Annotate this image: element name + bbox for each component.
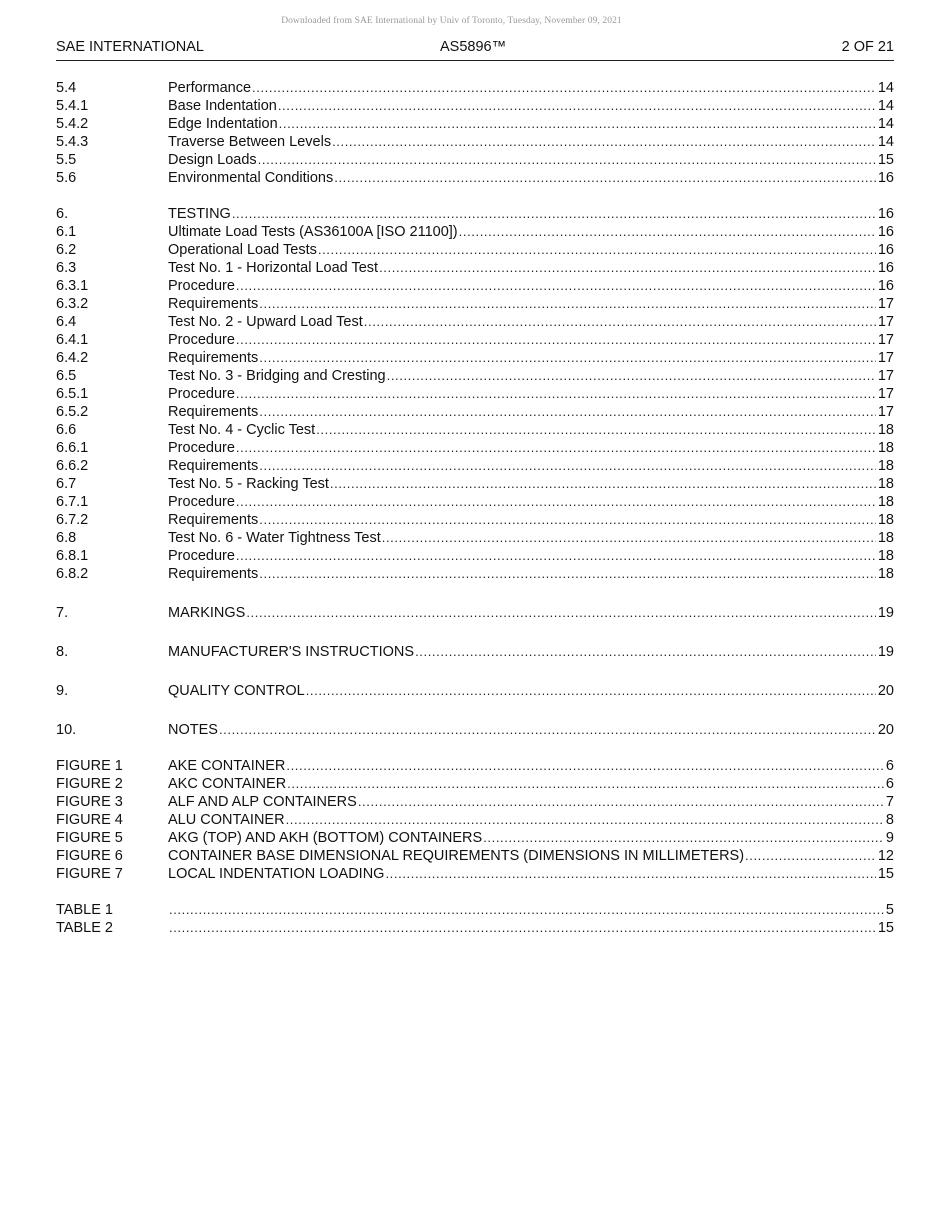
toc-entry-page: 16 [877,242,894,258]
toc-entry[interactable] [56,403,894,421]
toc-entry[interactable] [56,277,894,295]
toc-entry-number: 6.6.1 [56,440,89,456]
toc-entry-page: 15 [877,152,894,168]
toc-entry-line [168,169,894,187]
toc-entry-line [168,493,894,511]
toc-entry[interactable] [56,865,894,883]
toc-entry-page: 18 [877,566,894,582]
toc-entry-line [168,565,894,583]
toc-entry-line [168,829,894,847]
toc-entry[interactable] [56,205,894,223]
toc-entry[interactable] [56,529,894,547]
dot-leader [258,151,876,169]
toc-entry-title: TESTING [168,206,231,222]
dot-leader [236,385,876,403]
dot-leader [252,79,876,97]
toc-entry-line [168,385,894,403]
toc-entry-number: 6.4 [56,314,77,330]
toc-entry-page: 17 [877,368,894,384]
toc-entry-title: Design Loads [168,152,257,168]
toc-entry-line [168,403,894,421]
dot-leader [279,115,876,133]
toc-entry-page: 7 [885,794,894,810]
toc-entry[interactable] [56,604,894,622]
toc-entry-title: Test No. 6 - Water Tightness Test [168,530,381,546]
toc-entry[interactable] [56,847,894,865]
toc-entry-line [168,295,894,313]
dot-leader [330,475,876,493]
toc-entry-page: 17 [877,314,894,330]
dot-leader [286,757,884,775]
toc-entry[interactable] [56,259,894,277]
toc-entry[interactable] [56,367,894,385]
toc-entry-line [168,793,894,811]
toc-entry-page: 17 [877,404,894,420]
toc-entry[interactable] [56,475,894,493]
toc-entry-title: Test No. 4 - Cyclic Test [168,422,316,438]
toc-entry[interactable] [56,919,894,937]
dot-leader [415,643,876,661]
toc-entry-number: 6.7 [56,476,77,492]
toc-entry-page: 18 [877,494,894,510]
toc-entry-title: Procedure [168,494,235,510]
toc-entry-page: 20 [877,683,894,699]
toc-entry-line [168,277,894,295]
dot-leader [259,457,876,475]
toc-entry-line [168,457,894,475]
toc-entry-title: MANUFACTURER'S INSTRUCTIONS [168,644,415,660]
dot-leader [236,439,876,457]
toc-entry-number: 6.2 [56,242,77,258]
toc-entry-title: Ultimate Load Tests (AS36100A [ISO 21100]) [168,224,458,240]
toc-entry-line [168,349,894,367]
toc-entry-page: 6 [885,776,894,792]
toc-entry-page: 18 [877,458,894,474]
dot-leader [387,367,876,385]
toc-entry-title: Procedure [168,332,235,348]
toc-entry-page: 16 [877,278,894,294]
toc-entry-title: Base Indentation [168,98,277,114]
toc-entry-title: Traverse Between Levels [168,134,332,150]
toc-entry-line [168,919,894,937]
dot-leader [385,865,875,883]
toc-entry-number: TABLE 1 [56,902,113,918]
toc-entry-page: 17 [877,350,894,366]
toc-entry-number: 6.5.2 [56,404,89,420]
dot-leader [236,547,876,565]
toc-entry-number: 6.5.1 [56,386,89,402]
dot-leader [169,901,884,919]
toc-entry-page: 18 [877,548,894,564]
toc-entry-line [168,865,894,883]
toc-entry-number: 6.1 [56,224,77,240]
toc-entry-number: 6.3 [56,260,77,276]
dot-leader [306,682,876,700]
toc-entry-number: 6.8 [56,530,77,546]
toc-entry-number: 6.7.2 [56,512,89,528]
toc-entry[interactable] [56,565,894,583]
toc-entry-number: 7. [56,605,69,621]
toc-entry-title: Test No. 1 - Horizontal Load Test [168,260,379,276]
toc-entry-number: 9. [56,683,69,699]
dot-leader [278,97,876,115]
toc-entry-page: 20 [877,722,894,738]
toc-entry-number: 6.6 [56,422,77,438]
toc-entry-title: Procedure [168,386,235,402]
toc-entry-number: 6.5 [56,368,77,384]
dot-leader [259,565,876,583]
toc-entry[interactable] [56,313,894,331]
toc-entry-number: 5.4.1 [56,98,89,114]
toc-entry-title: Test No. 5 - Racking Test [168,476,329,492]
toc-entry[interactable] [56,115,894,133]
toc-entry-number: 5.4.3 [56,134,89,150]
dot-leader [259,349,876,367]
toc-entry-page: 15 [877,866,894,882]
toc-entry-title: LOCAL INDENTATION LOADING [168,866,385,882]
toc-entry[interactable] [56,721,894,739]
toc-entry-title: Requirements [168,350,259,366]
dot-leader [246,604,876,622]
dot-leader [364,313,876,331]
toc-entry-page: 16 [877,170,894,186]
toc-entry-title: Operational Load Tests [168,242,317,258]
dot-leader [318,241,876,259]
toc-entry-page: 18 [877,530,894,546]
toc-entry-title: Test No. 2 - Upward Load Test [168,314,363,330]
toc-entry-page: 12 [877,848,894,864]
toc-entry-title: Procedure [168,278,235,294]
dot-leader [219,721,876,739]
toc-entry[interactable] [56,151,894,169]
toc-entry-line [168,223,894,241]
toc-entry-line [168,421,894,439]
dot-leader [316,421,876,439]
toc-entry-page: 19 [877,605,894,621]
toc-entry[interactable] [56,775,894,793]
toc-entry-page: 17 [877,386,894,402]
dot-leader [483,829,884,847]
toc-entry[interactable] [56,133,894,151]
toc-entry-line [168,115,894,133]
toc-entry-number: 6.4.2 [56,350,89,366]
header-page-number: 2 OF 21 [841,39,894,55]
toc-entry-line [168,682,894,700]
toc-entry-page: 6 [885,758,894,774]
toc-entry-line [168,529,894,547]
toc-entry-line [168,97,894,115]
toc-entry-line [168,205,894,223]
dot-leader [236,331,876,349]
toc-entry-title: Procedure [168,440,235,456]
toc-entry[interactable] [56,79,894,97]
dot-leader [745,847,876,865]
toc-entry[interactable] [56,793,894,811]
toc-entry-title: CONTAINER BASE DIMENSIONAL REQUIREMENTS (DIMENSIONS IN MILLIMETERS) [168,848,745,864]
toc-entry-number: 5.6 [56,170,77,186]
toc-entry[interactable] [56,829,894,847]
toc-entry-page: 15 [877,920,894,936]
toc-entry-line [168,439,894,457]
toc-entry[interactable] [56,511,894,529]
toc-entry-title: Performance [168,80,252,96]
toc-entry-page: 14 [877,80,894,96]
toc-entry-page: 9 [885,830,894,846]
toc-entry-title: ALU CONTAINER [168,812,285,828]
toc-entry-line [168,643,894,661]
toc-entry[interactable] [56,241,894,259]
toc-entry-number: FIGURE 5 [56,830,123,846]
toc-entry-title: MARKINGS [168,605,246,621]
dot-leader [259,403,876,421]
toc-entry-title: AKG (TOP) AND AKH (BOTTOM) CONTAINERS [168,830,483,846]
toc-entry[interactable] [56,682,894,700]
toc-entry-number: 5.4.2 [56,116,89,132]
dot-leader [236,277,876,295]
toc-entry-title: Requirements [168,512,259,528]
toc-entry-title: AKC CONTAINER [168,776,287,792]
toc-entry-number: 6.8.2 [56,566,89,582]
dot-leader [379,259,876,277]
toc-entry-number: 10. [56,722,77,738]
dot-leader [286,811,884,829]
toc-entry-line [168,241,894,259]
dot-leader [259,295,876,313]
toc-entry-number: 6.4.1 [56,332,89,348]
toc-entry-number: 6.6.2 [56,458,89,474]
dot-leader [259,511,876,529]
toc-entry-line [168,313,894,331]
header-organization: SAE INTERNATIONAL [56,39,204,55]
toc-entry-title: Requirements [168,404,259,420]
toc-entry[interactable] [56,223,894,241]
toc-entry[interactable] [56,439,894,457]
toc-entry-number: TABLE 2 [56,920,113,936]
toc-entry-page: 5 [885,902,894,918]
toc-entry-number: 6.3.1 [56,278,89,294]
toc-entry-page: 18 [877,476,894,492]
dot-leader [236,493,876,511]
toc-entry-number: 5.4 [56,80,77,96]
toc-entry-number: 6.8.1 [56,548,89,564]
toc-entry-line [168,721,894,739]
dot-leader [459,223,876,241]
toc-entry-title: ALF AND ALP CONTAINERS [168,794,357,810]
toc-entry-number: FIGURE 7 [56,866,123,882]
toc-entry-page: 17 [877,332,894,348]
toc-entry-line [168,331,894,349]
toc-entry-line [168,547,894,565]
dot-leader [287,775,884,793]
dot-leader [169,919,876,937]
toc-entry-title: Requirements [168,296,259,312]
page-header [56,38,894,61]
toc-entry-line [168,775,894,793]
toc-entry-number: FIGURE 3 [56,794,123,810]
toc-entry-page: 18 [877,422,894,438]
toc-entry-page: 16 [877,224,894,240]
toc-entry-title: Requirements [168,458,259,474]
dot-leader [332,133,876,151]
toc-entry-number: FIGURE 2 [56,776,123,792]
toc-entry-line [168,757,894,775]
toc-entry-line [168,259,894,277]
toc-entry-line [168,151,894,169]
toc-entry-page: 16 [877,206,894,222]
toc-entry[interactable] [56,901,894,919]
toc-entry-number: FIGURE 1 [56,758,123,774]
toc-entry-page: 17 [877,296,894,312]
toc-entry[interactable] [56,169,894,187]
toc-entry[interactable] [56,97,894,115]
toc-entry-number: 6. [56,206,69,222]
toc-entry[interactable] [56,295,894,313]
toc-entry-number: 8. [56,644,69,660]
toc-entry-title: Test No. 3 - Bridging and Cresting [168,368,386,384]
toc-entry-title: NOTES [168,722,218,738]
download-watermark: Downloaded from SAE International by Univ of Toronto, Tuesday, November 09, 2021 [281,16,622,26]
toc-entry-number: 6.3.2 [56,296,89,312]
toc-entry[interactable] [56,643,894,661]
toc-entry-page: 18 [877,440,894,456]
toc-entry-line [168,367,894,385]
toc-entry[interactable] [56,547,894,565]
toc-entry-title: QUALITY CONTROL [168,683,305,699]
toc-entry-number: FIGURE 4 [56,812,123,828]
toc-entry-number: 5.5 [56,152,77,168]
toc-entry-line [168,511,894,529]
toc-entry-title: Environmental Conditions [168,170,334,186]
toc-entry-title: Requirements [168,566,259,582]
toc-entry-line [168,811,894,829]
toc-entry-page: 14 [877,98,894,114]
dot-leader [358,793,884,811]
toc-entry-number: 6.7.1 [56,494,89,510]
dot-leader [232,205,876,223]
toc-entry-title: Edge Indentation [168,116,278,132]
toc-entry-line [168,79,894,97]
toc-entry-page: 18 [877,512,894,528]
toc-entry-title: AKE CONTAINER [168,758,286,774]
toc-entry-line [168,901,894,919]
toc-entry[interactable] [56,757,894,775]
toc-entry-line [168,604,894,622]
toc-entry-page: 14 [877,134,894,150]
dot-leader [382,529,876,547]
toc-entry[interactable] [56,493,894,511]
toc-entry-line [168,133,894,151]
toc-entry-page: 8 [885,812,894,828]
dot-leader [334,169,876,187]
toc-entry[interactable] [56,421,894,439]
toc-entry-line [168,475,894,493]
header-document-id: AS5896™ [440,39,507,55]
toc-entry[interactable] [56,331,894,349]
toc-entry[interactable] [56,811,894,829]
toc-entry-page: 16 [877,260,894,276]
toc-entry[interactable] [56,385,894,403]
toc-entry-number: FIGURE 6 [56,848,123,864]
toc-entry[interactable] [56,349,894,367]
table-of-contents [56,79,894,937]
toc-entry-title: Procedure [168,548,235,564]
toc-entry-page: 14 [877,116,894,132]
toc-entry-page: 19 [877,644,894,660]
toc-entry-line [168,847,894,865]
toc-entry[interactable] [56,457,894,475]
